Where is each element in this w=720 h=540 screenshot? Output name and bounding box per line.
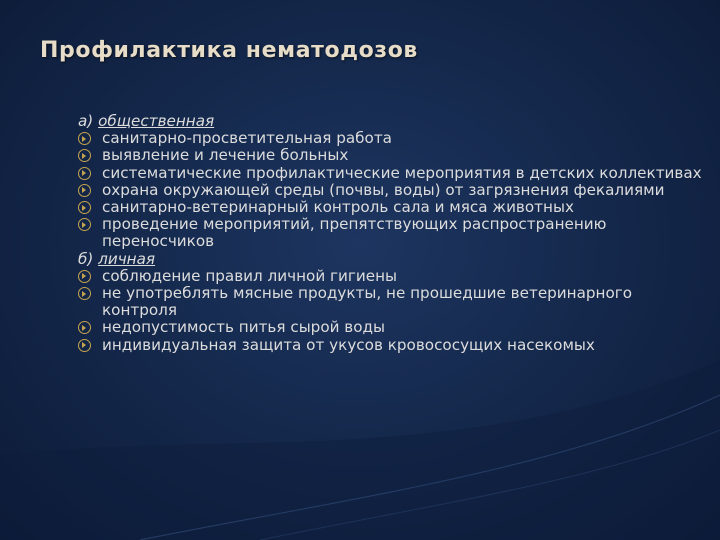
list-item-text: соблюдение правил личной гигиены [102,266,397,285]
section-name: общественная [98,112,215,130]
section-name: личная [98,249,156,268]
circled-arrow-bullet-icon [78,218,91,231]
list-item [78,165,710,182]
list-item [78,268,710,285]
public-measures-list [78,130,710,250]
section-label-public [78,113,710,130]
circled-arrow-bullet-icon [78,167,91,180]
section-prefix: б) [78,249,99,268]
list-item [78,199,710,216]
list-item [78,216,710,250]
circled-arrow-bullet-icon [78,132,91,145]
circled-arrow-bullet-icon [78,321,91,334]
list-item [78,147,710,164]
list-item [78,130,710,147]
list-item [78,285,710,319]
section-prefix: а) [78,112,99,130]
list-item-text: санитарно-просветительная работа [102,129,392,148]
list-item-text: проведение мероприятий, препятствующих распространению переносчиков [102,215,607,251]
circled-arrow-bullet-icon [78,184,91,197]
circled-arrow-bullet-icon [78,339,91,352]
list-item-text: не употреблять мясные продукты, не прошедшие ветеринарного контроля [102,284,633,320]
list-item [78,319,710,336]
list-item-text: охрана окружающей среды (почвы, воды) от загрязнения фекалиями [102,180,665,199]
circled-arrow-bullet-icon [78,149,91,162]
list-item-text: индивидуальная защита от укусов кровососущих насекомых [102,335,595,354]
list-item-text: санитарно-ветеринарный контроль сала и мяса животных [102,198,574,217]
list-item [78,337,710,354]
slide-title: Профилактика нематодозов [40,38,418,63]
list-item-text: недопустимость питья сырой воды [102,318,386,337]
content-block [78,113,710,354]
circled-arrow-bullet-icon [78,201,91,214]
personal-measures-list [78,268,710,354]
section-label-personal [78,251,710,268]
circled-arrow-bullet-icon [78,270,91,283]
list-item-text: выявление и лечение больных [102,146,349,165]
list-item [78,182,710,199]
list-item-text: систематические профилактические мероприятия в детских коллективах [102,163,702,182]
circled-arrow-bullet-icon [78,287,91,300]
